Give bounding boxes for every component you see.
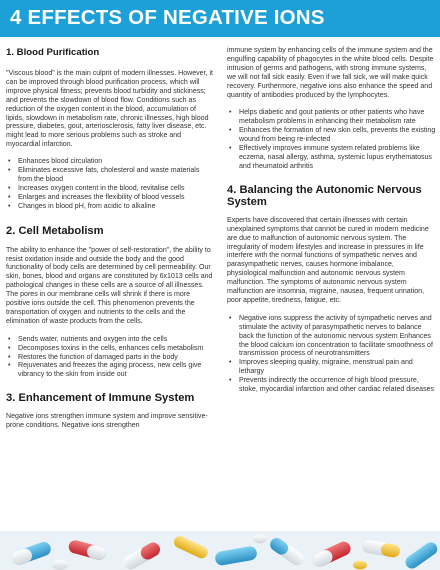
list-item: • Enlarges and increases the flexibility of blood vessels: [8, 193, 185, 201]
list-item: • Negative ions suppress the activity of sympathetic nerves and stimulate the activity of parasympathetic nerves to balance back the function of the autonomic nervous system Enhances the blood calcium ion concentration to facilitate smoothness of transmission process of neurotransmitters: [229, 314, 433, 358]
list-item: • Effectively improves immune system related problems like eczema, nasal allergy, asthma, systemic lupus erythematosus and rheumatoid arthritis: [229, 145, 432, 170]
list-item: • Decomposes toxins in the cells, enhances cells metabolism: [8, 344, 204, 352]
list-item: • Enhances the formation of new skin cells, prevents the existing wound from being re-infected: [229, 127, 436, 144]
left-column: [6, 47, 215, 431]
list-item: • Increases oxygen content in the blood, revitalise cells: [8, 184, 185, 192]
section-2-paragraph: The ability to enhance the "power of self-restoration", the ability to resist oxidation inside and outside the body and the good functionality of body cells are determined by cell permeability. Our skin, bones, blood and organs are constituted by 6x1013 cells and pathological changes in these cells are a source of all illnesses. The pores in our membrane cells will shrink if there is more positive ions outside the cell. This phenomenon prevents the transportation of oxygen and nutrients to the cells and the elimination of waste products from the cells.: [6, 246, 213, 325]
pills-illustration: [0, 531, 440, 570]
section-3-bullets: [227, 109, 436, 171]
list-item: • Helps diabetic and gout patients or other patients who have metabolism problems in enhancing their metabolism rate: [229, 109, 425, 126]
list-item: • Sends water, nutrients and oxygen into the cells: [8, 335, 168, 343]
section-4-paragraph: Experts have discovered that certain illnesses with certain unexplained symptoms that cannot be cured in modern medicine are due to malfunction of autonomic nervous system. The irregularity of modern lifestyles and increase in pressures in life interfere with the normal functions of sympathetic nerves and parasympathetic nerves, causes hormone imbalance, physiological malfunction and autonomic nervous system malfunction. The symptoms of autonomic nervous system malfunction are insomnia, migraine, nausea, frequent urination, poor appetite, tiredness, fatigue, etc.: [227, 216, 429, 304]
section-3-paragraph-continued: immune system by enhancing cells of the immune system and the engulfing capability of phagocytes in the white blood cells. Despite intrusion of germs and pathogens, with strong immune systems, we will not fall sick easily. Even if we fall sick, we will make quick recovery. Furthermore, negative ions also enhance the speed and quantity of antibodies produced by the lymphocytes.: [227, 47, 434, 99]
section-3-heading: 3. Enhancement of Immune System: [6, 392, 195, 405]
right-column: [227, 47, 436, 395]
section-4-heading: 4. Balancing the Autonomic Nervous System: [227, 183, 422, 208]
list-item: • Rejuvenates and freezes the aging process, new cells give vibrancy to the skin from inside out: [8, 362, 202, 379]
list-item: • Enhances blood circulation: [8, 158, 103, 166]
footer-pills-image: [0, 531, 440, 570]
title-banner: [0, 0, 440, 37]
section-4-bullets: [227, 315, 436, 395]
list-item: • Restores the function of damaged parts in the body: [8, 353, 178, 361]
list-item: • Prevents indirectly the occurrence of high blood pressure, stoke, myocardial infarction and other cardiac related diseases: [229, 377, 435, 394]
section-1-heading: 1. Blood Purification: [6, 47, 100, 58]
list-item: • Changes in blood pH, from acidic to alkaline: [8, 202, 156, 210]
page-title: 4 EFFECTS OF NEGATIVE IONS: [10, 6, 325, 29]
section-2-heading: 2. Cell Metabolism: [6, 224, 104, 237]
section-3-paragraph: Negative ions strengthen immune system and improve sensitive-prone conditions. Negative ions strengthen: [6, 413, 208, 430]
list-item: • Improves sleeping quality, migraine, menstrual pain and lethargy: [229, 359, 413, 376]
section-1-bullets: [6, 158, 215, 211]
section-2-bullets: [6, 336, 215, 381]
list-item: • Eliminates excessive fats, cholesterol and waste materials from the blood: [8, 167, 200, 183]
section-1-paragraph: "Viscous blood" is the main culprit of modern illnesses. However, it can be improved through blood purification process, which will improve physical fitness; prevents blood turbidity and stickiness; and prevents the slowdown of blood flow. Conditions such as reduction of the oxygen content in the blood, accumulation of lipids, slowdown in metabolism rate, chronic illnesses, high blood pressure, diabetes, gout, arteriosclerosis, fatty liver disease, etc. might lead to more serious problems such as stroke and myocardial infarction.: [6, 70, 213, 149]
